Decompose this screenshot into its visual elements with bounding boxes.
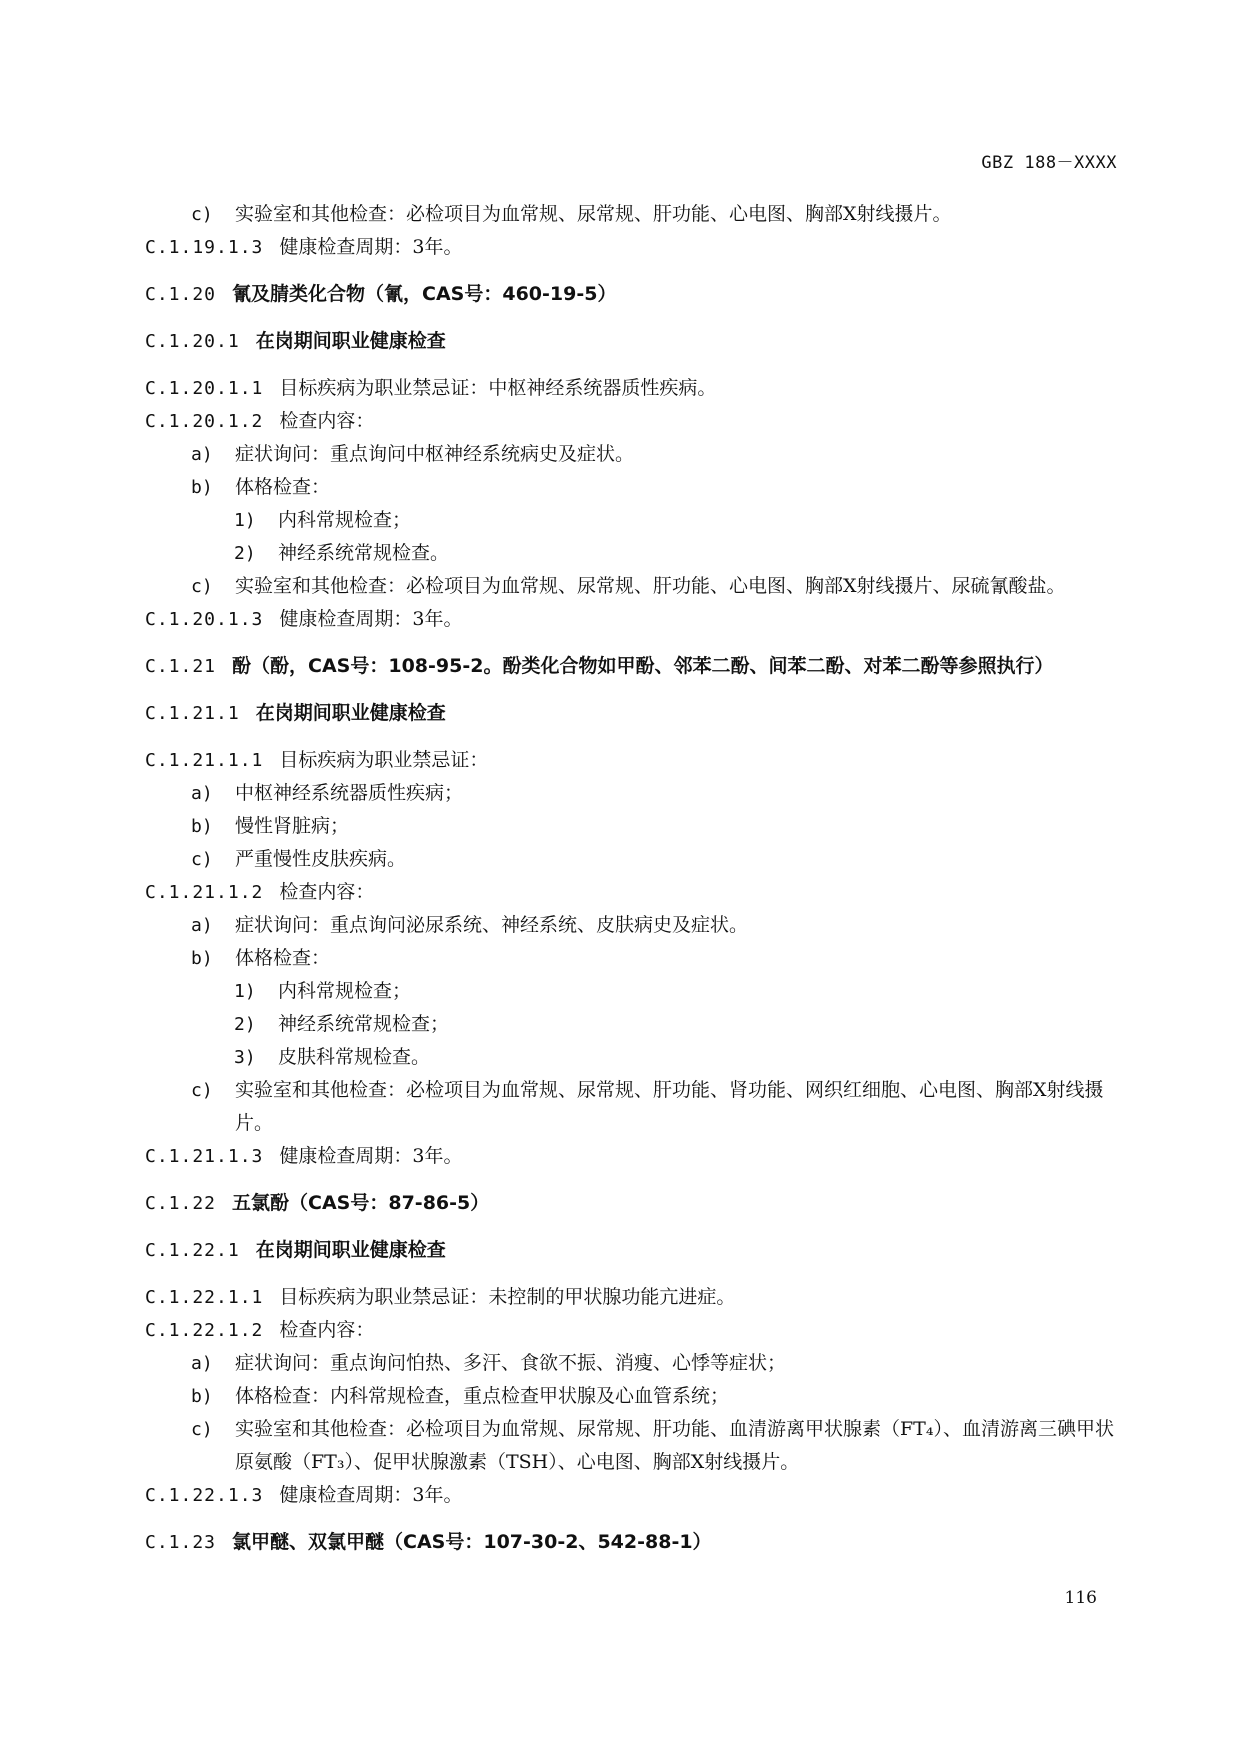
clause-text: 健康检查周期：3年。 [279, 608, 463, 630]
item-text: 体格检查：内科常规检查，重点检查甲状腺及心血管系统； [235, 1385, 730, 1407]
clause-number: C.1.21.1.3 [145, 1146, 264, 1167]
section-heading [145, 278, 1120, 311]
heading-number: C.1.20 [145, 284, 217, 305]
clause-number: C.1.20.1.2 [145, 411, 264, 432]
section-heading [145, 1526, 1120, 1559]
item-text: 症状询问：重点询问泌尿系统、神经系统、皮肤病史及症状。 [235, 914, 749, 936]
heading-number: C.1.21.1 [145, 703, 240, 724]
sub-list-item [145, 504, 1120, 537]
clause-number: C.1.22.1.3 [145, 1485, 264, 1506]
heading-number: C.1.22 [145, 1193, 217, 1214]
document-body [145, 198, 1120, 1559]
sub-list-item [145, 537, 1120, 570]
clause-number: C.1.22.1.2 [145, 1320, 264, 1341]
clause [145, 1140, 1120, 1173]
item-label: c) [191, 576, 213, 597]
list-item [145, 777, 1120, 810]
item-text: 实验室和其他检查：必检项目为血常规、尿常规、肝功能、心电图、胸部X射线摄片、尿硫氰酸盐。 [235, 575, 1066, 597]
clause-text: 目标疾病为职业禁忌证：未控制的甲状腺功能亢进症。 [279, 1286, 736, 1308]
list-item [145, 942, 1120, 975]
section-heading [145, 1187, 1120, 1220]
list-item [145, 1074, 1120, 1140]
item-text: 实验室和其他检查：必检项目为血常规、尿常规、肝功能、血清游离甲状腺素（FT₄）、血清游离三碘甲状原氨酸（FT₃）、促甲状腺激素（TSH）、心电图、胸部X射线摄片。 [235, 1418, 1114, 1473]
heading-text: 在岗期间职业健康检查 [255, 1239, 446, 1261]
list-item [145, 570, 1120, 603]
clause-text: 检查内容： [279, 881, 375, 903]
clause-text: 检查内容： [279, 1319, 375, 1341]
item-text: 实验室和其他检查：必检项目为血常规、尿常规、肝功能、心电图、胸部X射线摄片。 [235, 203, 952, 225]
heading-text: 在岗期间职业健康检查 [255, 702, 446, 724]
list-item [145, 909, 1120, 942]
clause-text: 目标疾病为职业禁忌证：中枢神经系统器质性疾病。 [279, 377, 717, 399]
clause [145, 405, 1120, 438]
item-label: c) [191, 204, 213, 225]
item-label: c) [191, 1080, 213, 1101]
page-number: 116 [1064, 1588, 1097, 1608]
item-label: a) [191, 915, 213, 936]
clause-text: 健康检查周期：3年。 [279, 236, 463, 258]
section-heading [145, 1234, 1120, 1267]
clause-text: 目标疾病为职业禁忌证： [279, 749, 489, 771]
item-text: 慢性肾脏病； [235, 815, 350, 837]
heading-text: 酚（酚，CAS号：108-95-2。酚类化合物如甲酚、邻苯二酚、间苯二酚、对苯二酚等参照执行） [232, 655, 1054, 677]
heading-number: C.1.21 [145, 656, 217, 677]
item-label: c) [191, 849, 213, 870]
clause-text: 健康检查周期：3年。 [279, 1145, 463, 1167]
clause [145, 1281, 1120, 1314]
list-item [145, 198, 1120, 231]
item-label: b) [191, 948, 213, 969]
item-text: 体格检查： [235, 947, 331, 969]
heading-text: 氰及腈类化合物（氰，CAS号：460-19-5） [232, 283, 617, 305]
list-item [145, 810, 1120, 843]
sub-item-text: 皮肤科常规检查。 [278, 1046, 431, 1068]
heading-number: C.1.22.1 [145, 1240, 240, 1261]
clause-number: C.1.22.1.1 [145, 1287, 264, 1308]
list-item [145, 1347, 1120, 1380]
item-label: b) [191, 477, 213, 498]
heading-number: C.1.20.1 [145, 331, 240, 352]
clause [145, 372, 1120, 405]
item-text: 症状询问：重点询问中枢神经系统病史及症状。 [235, 443, 635, 465]
sub-item-label: 2) [234, 1014, 256, 1035]
sub-list-item [145, 1008, 1120, 1041]
clause [145, 744, 1120, 777]
item-text: 中枢神经系统器质性疾病； [235, 782, 464, 804]
clause [145, 1479, 1120, 1512]
clause [145, 1314, 1120, 1347]
list-item [145, 471, 1120, 504]
clause [145, 231, 1120, 264]
heading-text: 五氯酚（CAS号：87-86-5） [232, 1192, 490, 1214]
clause [145, 603, 1120, 636]
clause-number: C.1.21.1.2 [145, 882, 264, 903]
section-heading [145, 325, 1120, 358]
clause-text: 检查内容： [279, 410, 375, 432]
sub-item-label: 1) [234, 981, 256, 1002]
clause-number: C.1.19.1.3 [145, 237, 264, 258]
heading-text: 在岗期间职业健康检查 [255, 330, 446, 352]
clause-text: 健康检查周期：3年。 [279, 1484, 463, 1506]
sub-item-text: 神经系统常规检查。 [278, 542, 450, 564]
item-label: b) [191, 1386, 213, 1407]
list-item [145, 843, 1120, 876]
sub-list-item [145, 1041, 1120, 1074]
item-label: b) [191, 816, 213, 837]
sub-item-label: 2) [234, 543, 256, 564]
list-item [145, 438, 1120, 471]
clause-number: C.1.20.1.1 [145, 378, 264, 399]
section-heading [145, 697, 1120, 730]
heading-number: C.1.23 [145, 1532, 217, 1553]
item-label: a) [191, 1353, 213, 1374]
item-text: 实验室和其他检查：必检项目为血常规、尿常规、肝功能、肾功能、网织红细胞、心电图、胸部X射线摄片。 [235, 1079, 1104, 1134]
sub-item-text: 内科常规检查； [278, 509, 412, 531]
item-text: 严重慢性皮肤疾病。 [235, 848, 407, 870]
section-heading [145, 650, 1120, 683]
item-text: 体格检查： [235, 476, 331, 498]
document-code: GBZ 188－XXXX [981, 153, 1117, 173]
clause-number: C.1.20.1.3 [145, 609, 264, 630]
clause [145, 876, 1120, 909]
sub-item-text: 神经系统常规检查； [278, 1013, 450, 1035]
list-item [145, 1380, 1120, 1413]
sub-item-label: 3) [234, 1047, 256, 1068]
item-label: a) [191, 783, 213, 804]
sub-item-label: 1) [234, 510, 256, 531]
sub-list-item [145, 975, 1120, 1008]
sub-item-text: 内科常规检查； [278, 980, 412, 1002]
clause-number: C.1.21.1.1 [145, 750, 264, 771]
item-label: a) [191, 444, 213, 465]
item-label: c) [191, 1419, 213, 1440]
item-text: 症状询问：重点询问怕热、多汗、食欲不振、消瘦、心悸等症状； [235, 1352, 787, 1374]
list-item [145, 1413, 1120, 1479]
heading-text: 氯甲醚、双氯甲醚（CAS号：107-30-2、542-88-1） [232, 1531, 712, 1553]
